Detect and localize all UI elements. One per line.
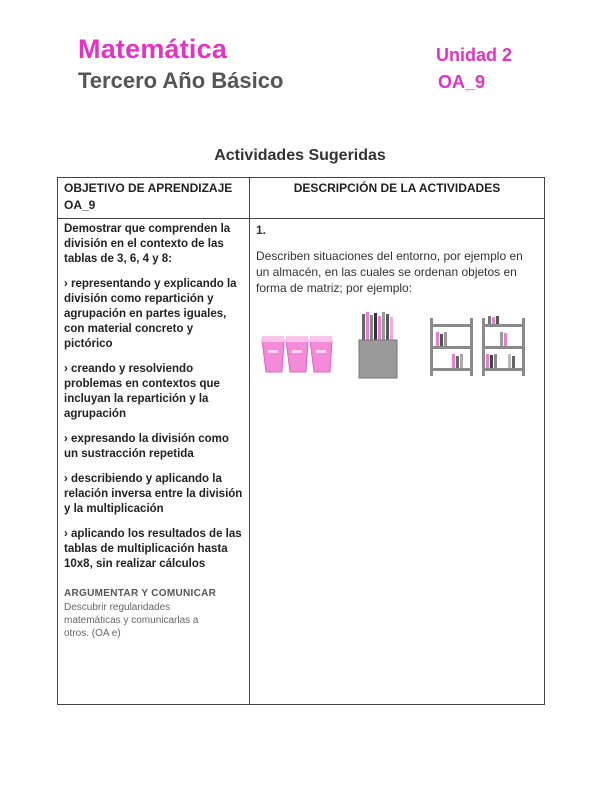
illustration-row [256,312,538,382]
skill-title: ARGUMENTAR Y COMUNICAR [64,588,217,599]
objective-intro: Demostrar que comprenden la división en el contexto de las tablas de 3, 6, 4 y 8: [64,223,231,265]
subject-title: Matemática [78,34,228,64]
grade-title: Tercero Año Básico [78,68,284,93]
objective-item: › describiendo y aplicando la relación inversa entre la división y la multiplicación [64,473,243,515]
objective-item: › creando y resolviendo problemas en contextos que incluyan la repartición y la agrupación [64,363,220,420]
unit-label: Unidad 2 [436,45,513,65]
activity-number: 1. [256,223,267,237]
col2-header: DESCRIPCIÓN DE LA ACTIVIDADES [250,178,545,219]
objective-item: › expresando la división como un sustracción repetida [64,433,229,460]
objective-item: › representando y explicando la división como repartición y agrupación en partes iguales, con material concreto y pictórico [64,278,237,350]
objective-item: › aplicando los resultados de las tablas de multiplicación hasta 10x8, sin realizar cálculos [64,528,242,570]
activities-table [57,177,545,705]
pink-boxes-icon [260,334,340,379]
activity-cell [250,219,545,705]
bookshelves-icon [428,316,528,378]
objective-cell [58,219,250,705]
section-title: Actividades Sugeridas [214,147,386,164]
col1-header: OBJETIVO DE APRENDIZAJE OA_9 [58,178,250,219]
skill-text: Descubrir regularidades matemáticas y comunicarlas a otros. (OA e) [64,602,199,639]
code-label: OA_9 [438,72,486,92]
pencil-cup-icon [356,312,400,380]
activity-text: Describen situaciones del entorno, por ejemplo en un almacén, en las cuales se ordenan objetos en forma de matriz; por ejemplo: [256,249,523,295]
